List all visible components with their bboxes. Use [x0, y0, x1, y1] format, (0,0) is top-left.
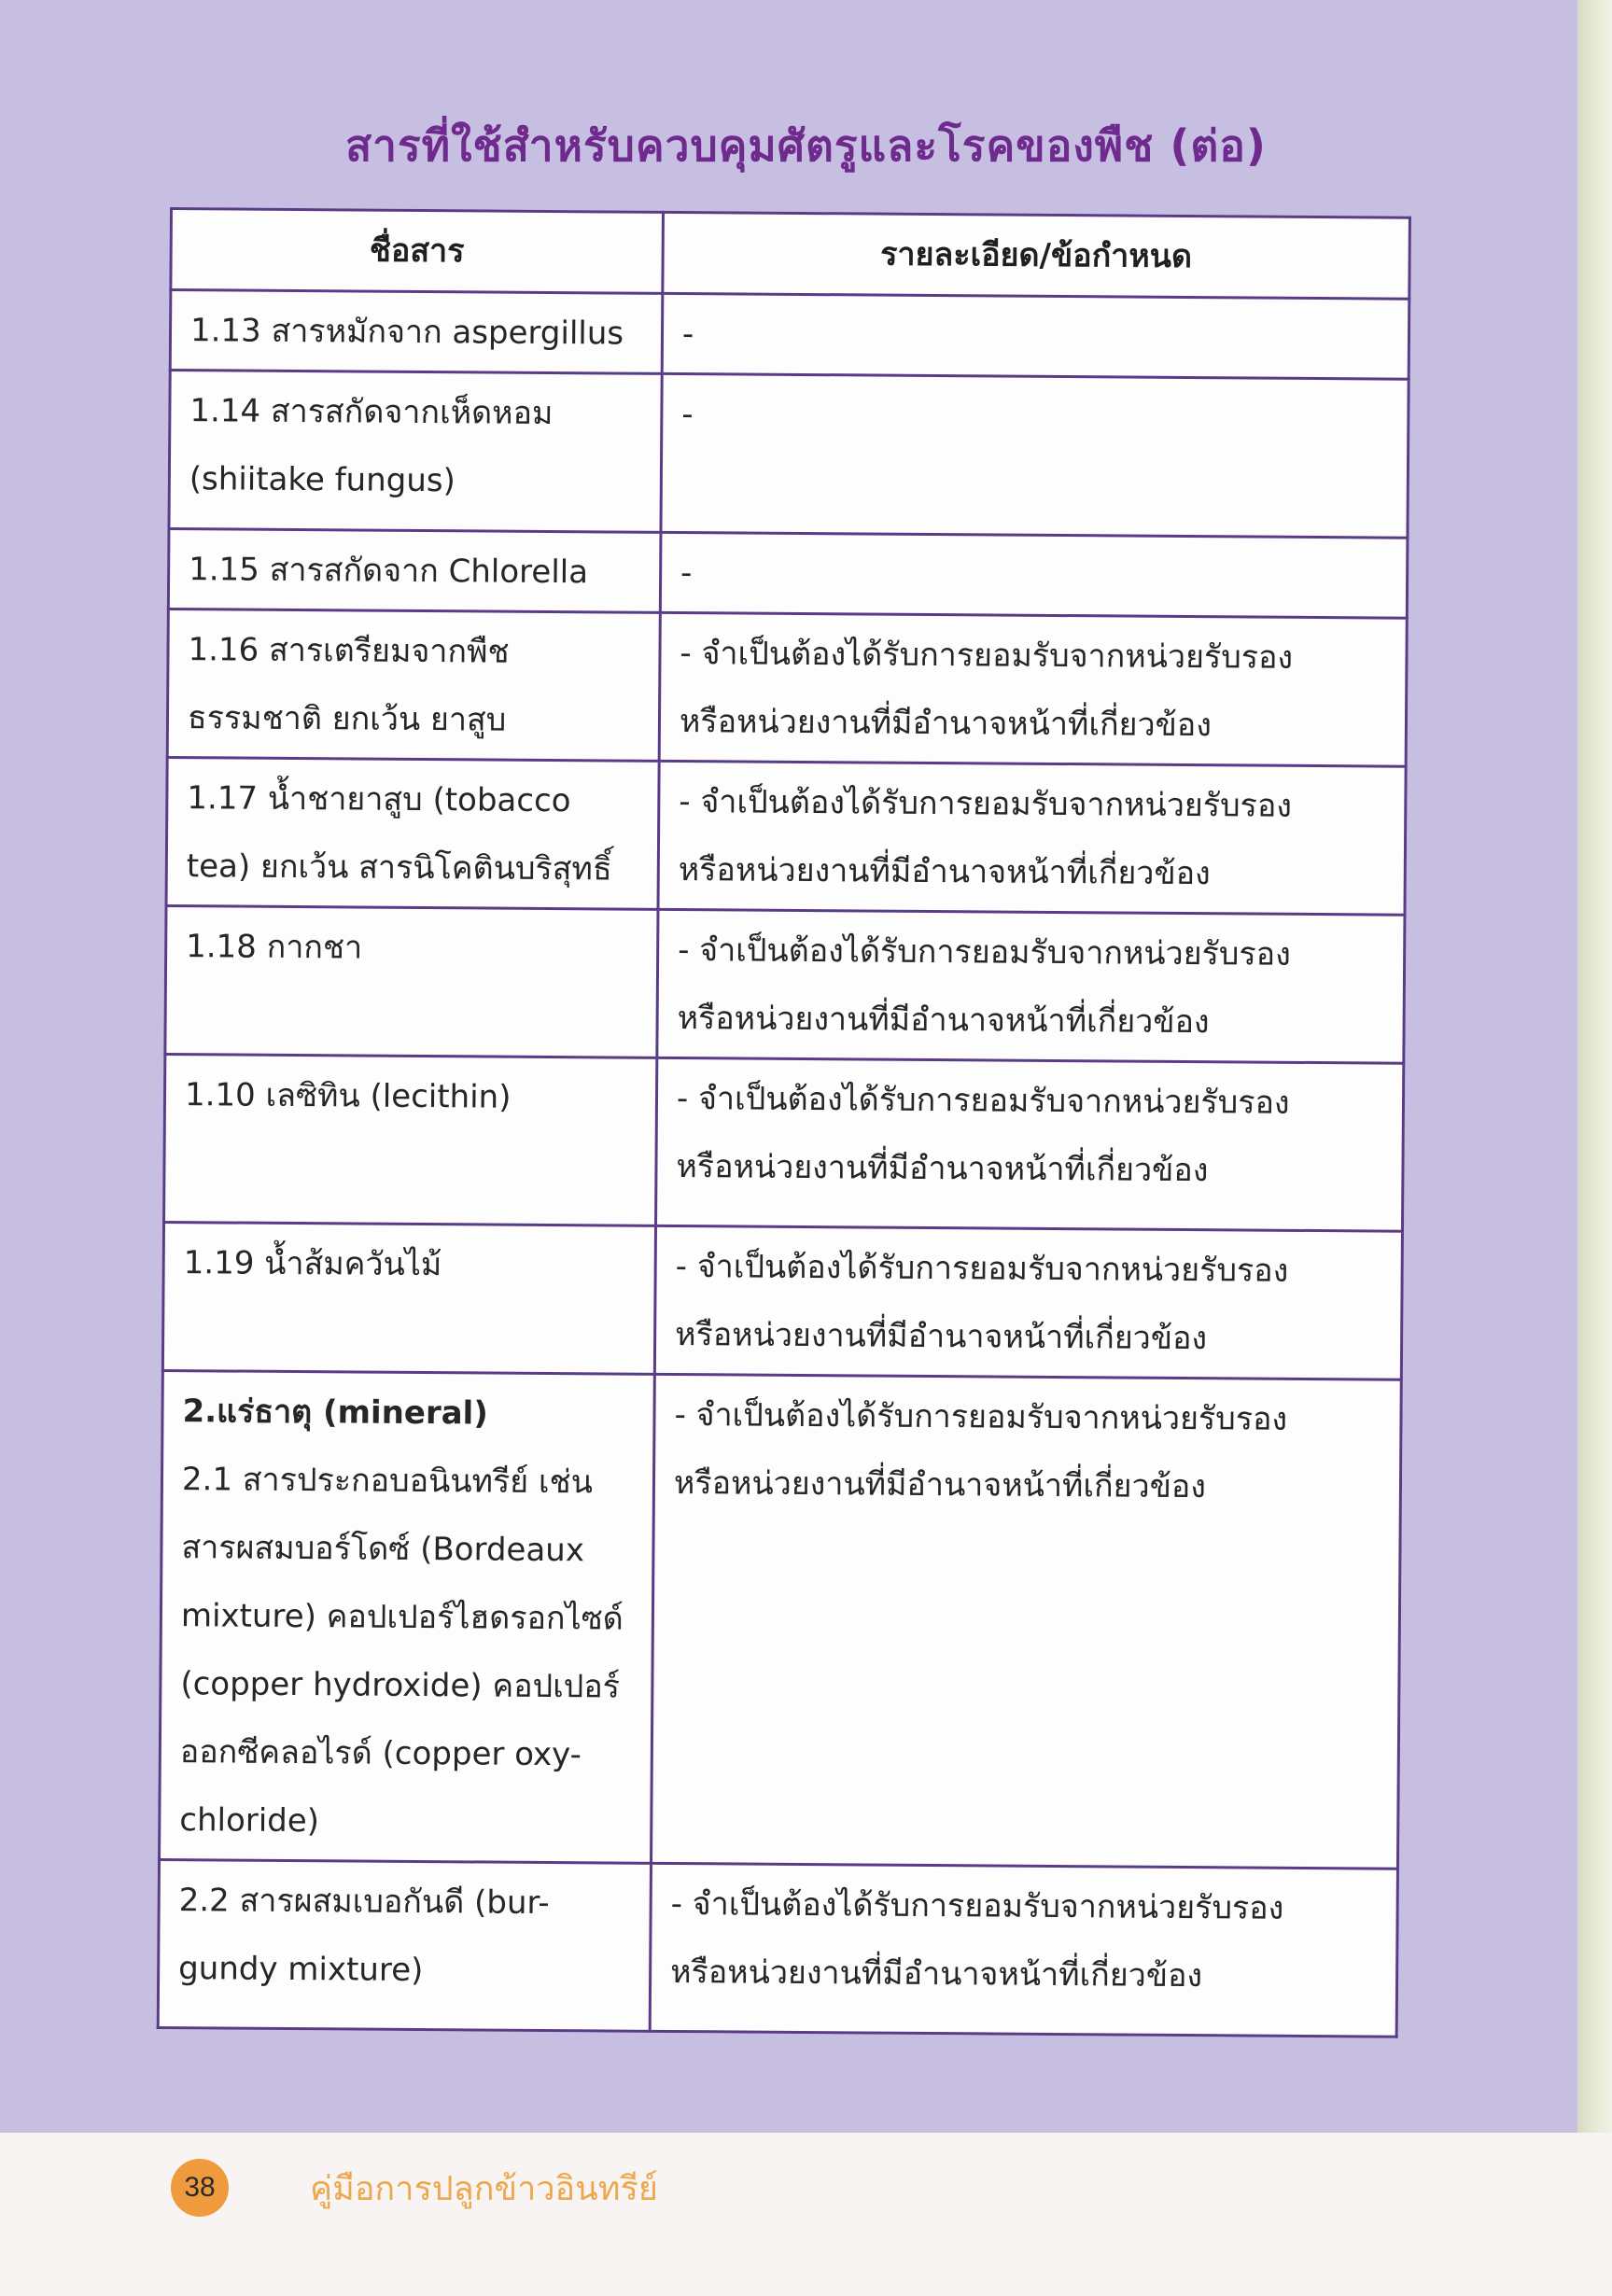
substance-name-line: 2.1 สารประกอบอนินทรีย์ เช่น — [181, 1461, 594, 1502]
substance-detail-cell — [658, 761, 1406, 915]
book-title: คู่มือการปลูกข้าวอินทรีย์ — [310, 2170, 658, 2208]
table-header-row — [171, 209, 1410, 300]
substance-detail-cell — [652, 1374, 1402, 1869]
substance-detail-cell — [661, 373, 1409, 538]
detail-line: - จำเป็นต้องได้รับการยอมรับจากหน่วยรับรอง — [679, 783, 1293, 825]
substance-name-line: 1.13 สารหมักจาก aspergillus — [189, 312, 624, 353]
table-row — [169, 371, 1409, 539]
page-number-badge: 38 — [171, 2159, 229, 2217]
detail-line: หรือหน่วยงานที่มีอำนาจหน้าที่เกี่ยวข้อง — [678, 851, 1211, 893]
substance-name-line: 1.18 กากชา — [186, 928, 363, 967]
substance-name-cell — [168, 529, 661, 613]
substance-name-cell — [165, 905, 658, 1057]
substance-name-cell — [166, 757, 659, 909]
substance-name-line: สารผสมบอร์โดซ์ (Bordeaux — [181, 1529, 585, 1570]
substances-table — [157, 207, 1411, 2038]
substance-name-line: ออกซีคลอไรด์ (copper oxy- — [179, 1733, 582, 1774]
page-title: สารที่ใช้สำหรับควบคุมศัตรูและโรคของพืช (ต่อ) — [345, 120, 1267, 171]
substance-name-line: mixture) คอปเปอร์ไฮดรอกไซด์ — [180, 1597, 624, 1638]
table-row — [167, 609, 1407, 766]
substance-name-cell — [169, 371, 662, 533]
substance-name-cell — [160, 1370, 655, 1863]
substance-name-line: 2.2 สารผสมเบอกันดี (bur- — [178, 1882, 550, 1923]
substance-name-line: 1.16 สารเตรียมจากพืช — [188, 631, 510, 671]
page-edge — [1577, 0, 1612, 2133]
substance-name-cell — [164, 1054, 657, 1225]
table-row — [158, 1859, 1397, 2037]
table-row — [168, 529, 1408, 619]
detail-line: - จำเป็นต้องได้รับการยอมรับจากหน่วยรับรอง — [670, 1884, 1284, 1927]
substance-detail-cell — [662, 293, 1409, 379]
substance-name-line: tea) ยกเว้น สารนิโคตินบริสุทธิ์ — [186, 847, 612, 889]
detail-line: - จำเป็นต้องได้รับการยอมรับจากหน่วยรับรอง — [678, 931, 1291, 973]
detail-line: - จำเป็นต้องได้รับการยอมรับจากหน่วยรับรอง — [680, 635, 1294, 677]
substance-detail-cell — [659, 612, 1407, 766]
column-header-name: ชื่อสาร — [171, 209, 664, 294]
substance-detail-cell — [654, 1225, 1402, 1379]
detail-line: หรือหน่วยงานที่มีอำนาจหน้าที่เกี่ยวข้อง — [677, 1000, 1210, 1042]
detail-line: - จำเป็นต้องได้รับการยอมรับจากหน่วยรับรอง — [675, 1248, 1289, 1290]
detail-line: หรือหน่วยงานที่มีอำนาจหน้าที่เกี่ยวข้อง — [679, 703, 1213, 745]
detail-line: หรือหน่วยงานที่มีอำนาจหน้าที่เกี่ยวข้อง — [673, 1463, 1207, 1506]
detail-line: หรือหน่วยงานที่มีอำนาจหน้าที่เกี่ยวข้อง — [676, 1148, 1209, 1190]
table-row — [164, 1054, 1404, 1231]
detail-line: - — [681, 396, 694, 434]
substance-name-cell — [162, 1222, 655, 1374]
substance-name-line: (shiitake fungus) — [189, 460, 456, 500]
substance-name-line: (copper hydroxide) คอปเปอร์ — [180, 1665, 621, 1706]
substance-name-cell — [167, 609, 660, 761]
substance-detail-cell — [650, 1863, 1397, 2037]
substance-name-line: ธรรมชาติ ยกเว้น ยาสูบ — [187, 699, 507, 739]
substance-detail-cell — [657, 909, 1405, 1063]
detail-line: - จำเป็นต้องได้รับการยอมรับจากหน่วยรับรอง — [674, 1395, 1288, 1438]
substance-name-line: 1.10 เลซิทิน (lecithin) — [184, 1076, 512, 1116]
substance-name-line: 1.19 น้ำส้มควันไม้ — [183, 1244, 442, 1284]
detail-line: - — [681, 315, 694, 354]
table-row — [170, 290, 1409, 380]
group-heading: 2.แร่ธาตุ (mineral) — [182, 1393, 488, 1433]
detail-line: - จำเป็นต้องได้รับการยอมรับจากหน่วยรับรอง — [676, 1080, 1290, 1122]
substance-detail-cell — [660, 532, 1408, 618]
table-row — [162, 1222, 1402, 1379]
substance-name-line: 1.17 น้ำชายาสูบ (tobacco — [187, 779, 571, 820]
substance-name-line: 1.14 สารสกัดจากเห็ดหอม — [189, 392, 554, 433]
substance-name-line: gundy mixture) — [178, 1950, 424, 1990]
detail-line: หรือหน่วยงานที่มีอำนาจหน้าที่เกี่ยวข้อง — [675, 1315, 1208, 1358]
column-header-detail: รายละเอียด/ข้อกำหนด — [663, 212, 1410, 299]
table-row — [166, 757, 1406, 915]
substance-name-cell — [158, 1859, 651, 2031]
substance-name-line: 1.15 สารสกัดจาก Chlorella — [189, 551, 589, 592]
table-row — [160, 1370, 1402, 1869]
substance-name-line: chloride) — [179, 1801, 320, 1841]
table-row — [165, 905, 1405, 1063]
substance-name-cell — [170, 290, 663, 374]
substance-detail-cell — [656, 1057, 1404, 1231]
detail-line: - — [680, 554, 693, 593]
detail-line: หรือหน่วยงานที่มีอำนาจหน้าที่เกี่ยวข้อง — [670, 1953, 1203, 1995]
